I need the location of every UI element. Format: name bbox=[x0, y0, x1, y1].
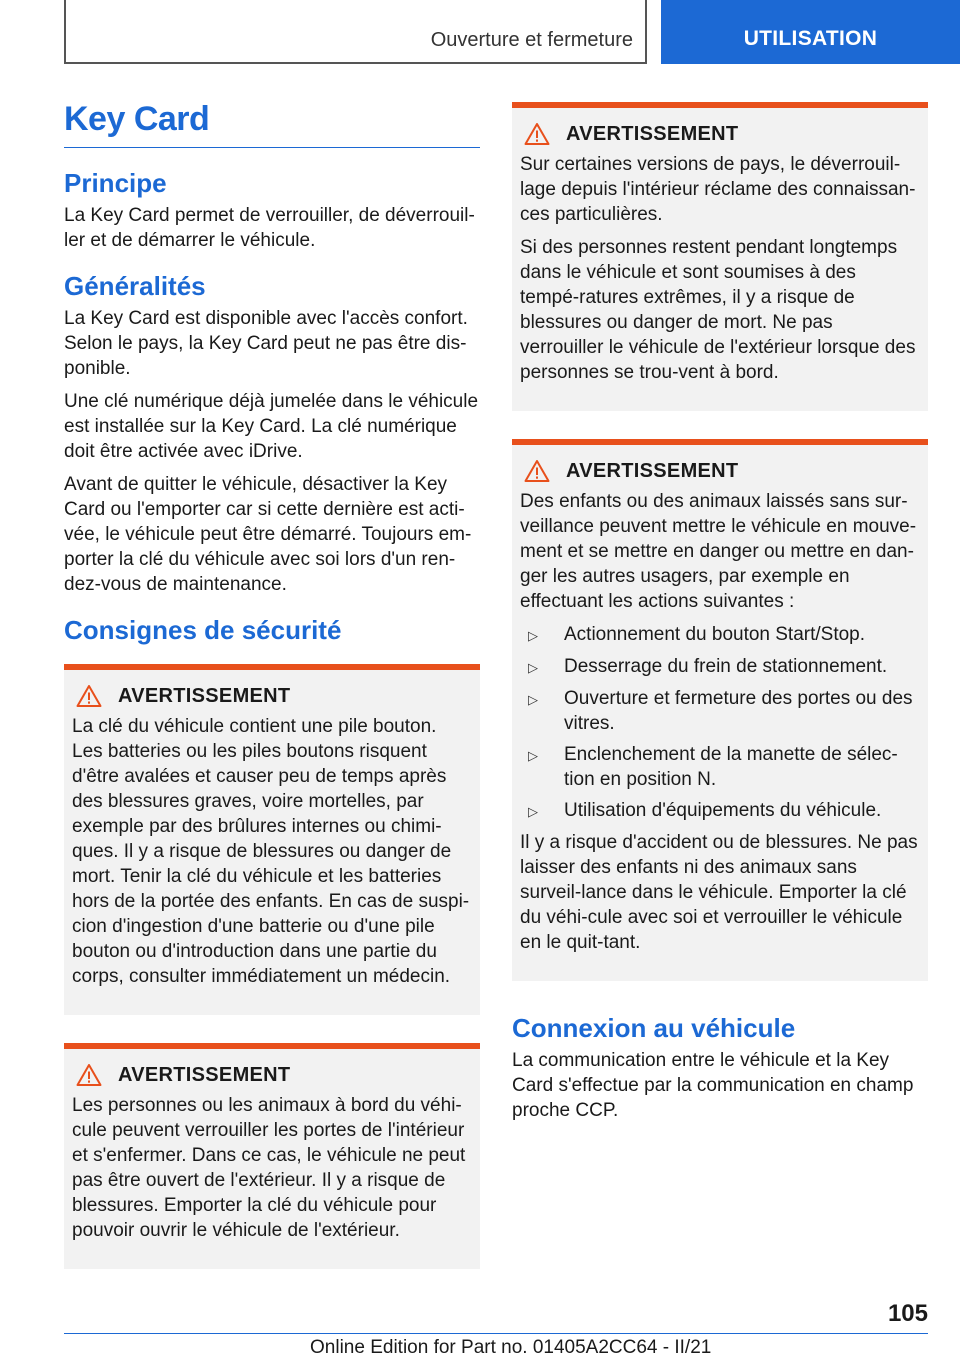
warning-box-unlock bbox=[512, 102, 928, 411]
bullet-arrow-icon: ▷ bbox=[528, 804, 538, 819]
warning-triangle-icon bbox=[524, 459, 550, 483]
bullet-item bbox=[520, 622, 920, 648]
warning-header bbox=[72, 1063, 472, 1087]
bullet-arrow-icon: ▷ bbox=[528, 628, 538, 643]
warning-header bbox=[72, 684, 472, 708]
warning-text: Les personnes ou les animaux à bord du véhi-cule peuvent verrouiller les portes de l'intérieur et s'enfermer. Dans ce cas, le véhicule ne peut pas être ouvert de l'extérieur. Il y a risque de blessures. Emporter la clé du véhicule pour pouvoir ouvrir le véhicule de l'extérieur. bbox=[72, 1095, 466, 1241]
generalites-paragraph-2: Une clé numérique déjà jumelée dans le véhicule est installée sur la Key Card. La clé numérique doit être activée avec iDrive. bbox=[64, 391, 479, 462]
section-connexion bbox=[512, 1013, 928, 1123]
page-title: Key Card bbox=[64, 100, 480, 148]
bullet-text: Utilisation d'équipements du véhicule. bbox=[564, 800, 882, 821]
warning-title: AVERTISSEMENT bbox=[566, 122, 739, 145]
bullet-text: Enclenchement de la manette de sélec-tion en position N. bbox=[564, 744, 898, 790]
bullet-text: Desserrage du frein de stationnement. bbox=[564, 656, 888, 677]
warning-text: La clé du véhicule contient une pile bouton. Les batteries ou les piles boutons risquent d'être avalées et causer peu de temps après des blessures graves, voire mortelles, par exemple par des brûlures internes ou chimi-ques. Il y a risque de blessures ou danger de mort. Tenir la clé du véhicule et les batteries hors de la portée des enfants. En cas de suspi-cion d'ingestion d'une batterie ou d'une pile bouton ou d'introduction dans une partie du corps, consulter immédiatement un médecin. bbox=[72, 716, 470, 987]
heading-principe: Principe bbox=[64, 168, 167, 198]
warning-triangle-icon bbox=[524, 122, 550, 146]
warning-title: AVERTISSEMENT bbox=[118, 684, 291, 707]
principe-text: La Key Card permet de verrouiller, de déverrouil-ler et de démarrer le véhicule. bbox=[64, 205, 475, 251]
footer-edition: Online Edition for Part no. 01405A2CC64 - II/21 bbox=[310, 1337, 712, 1358]
bullet-arrow-icon: ▷ bbox=[528, 692, 538, 707]
right-column bbox=[512, 102, 928, 1141]
warning-outro: Il y a risque d'accident ou de blessures. Ne pas laisser des enfants ni des animaux sans surveil-lance dans le véhicule. Emporter la clé du véhi-cule avec soi et verrouiller le véhicule en le quit-tant. bbox=[520, 832, 918, 953]
section-principe bbox=[64, 168, 480, 253]
header-section-title: Ouverture et fermeture bbox=[430, 29, 633, 51]
bullet-arrow-icon: ▷ bbox=[528, 748, 538, 763]
generalites-paragraph-1: La Key Card est disponible avec l'accès confort. Selon le pays, la Key Card peut ne pas être dis-ponible. bbox=[64, 308, 468, 379]
heading-connexion: Connexion au véhicule bbox=[512, 1013, 796, 1043]
bullet-arrow-icon: ▷ bbox=[528, 660, 538, 675]
heading-generalites: Généralités bbox=[64, 271, 206, 301]
warning-box-children bbox=[512, 439, 928, 981]
warning-box-lock-inside bbox=[64, 1043, 480, 1269]
heading-consignes: Consignes de sécurité bbox=[64, 615, 342, 645]
left-column bbox=[64, 100, 480, 1297]
warning-triangle-icon bbox=[76, 1063, 102, 1087]
warning-header bbox=[520, 459, 920, 483]
warning-intro: Des enfants ou des animaux laissés sans sur-veillance peuvent mettre le véhicule en mouve-ment et se mettre en danger ou mettre en dan-ger les autres usagers, par exemple en effectuant les actions suivantes : bbox=[520, 491, 917, 612]
section-generalites bbox=[64, 271, 480, 597]
warning-title: AVERTISSEMENT bbox=[118, 1063, 291, 1086]
warning-title: AVERTISSEMENT bbox=[566, 459, 739, 482]
bullet-text: Ouverture et fermeture des portes ou des vitres. bbox=[564, 688, 913, 734]
bullet-item bbox=[520, 798, 920, 824]
bullet-item bbox=[520, 742, 920, 792]
generalites-paragraph-3: Avant de quitter le véhicule, désactiver la Key Card ou l'emporter car si cette dernière est acti-vée, le véhicule peut être démarré. Toujours em-porter la clé du véhicule avec soi lors d'un ren-dez-vous de maintenance. bbox=[64, 474, 472, 595]
warning-box-battery bbox=[64, 664, 480, 1015]
footer-divider bbox=[64, 1333, 928, 1334]
header-frame bbox=[64, 0, 647, 64]
warning-paragraph-2: Si des personnes restent pendant longtemps dans le véhicule et sont soumises à des tempé-ratures extrêmes, il y a risque de blessures ou danger de mort. Ne pas verrouiller le véhicule de l'extérieur lorsque des personnes se trou-vent à bord. bbox=[520, 237, 916, 383]
bullet-item bbox=[520, 686, 920, 736]
warning-header bbox=[520, 122, 920, 146]
connexion-text: La communication entre le véhicule et la Key Card s'effectue par la communication en champ proche CCP. bbox=[512, 1050, 914, 1121]
warning-paragraph-1: Sur certaines versions de pays, le déverrouil-lage depuis l'intérieur réclame des connaissan-ces particulières. bbox=[520, 154, 916, 225]
bullet-item bbox=[520, 654, 920, 680]
warning-triangle-icon bbox=[76, 684, 102, 708]
page-number: 105 bbox=[887, 1300, 928, 1327]
bullet-text: Actionnement du bouton Start/Stop. bbox=[564, 624, 866, 645]
header-tab[interactable]: UTILISATION bbox=[661, 0, 960, 64]
